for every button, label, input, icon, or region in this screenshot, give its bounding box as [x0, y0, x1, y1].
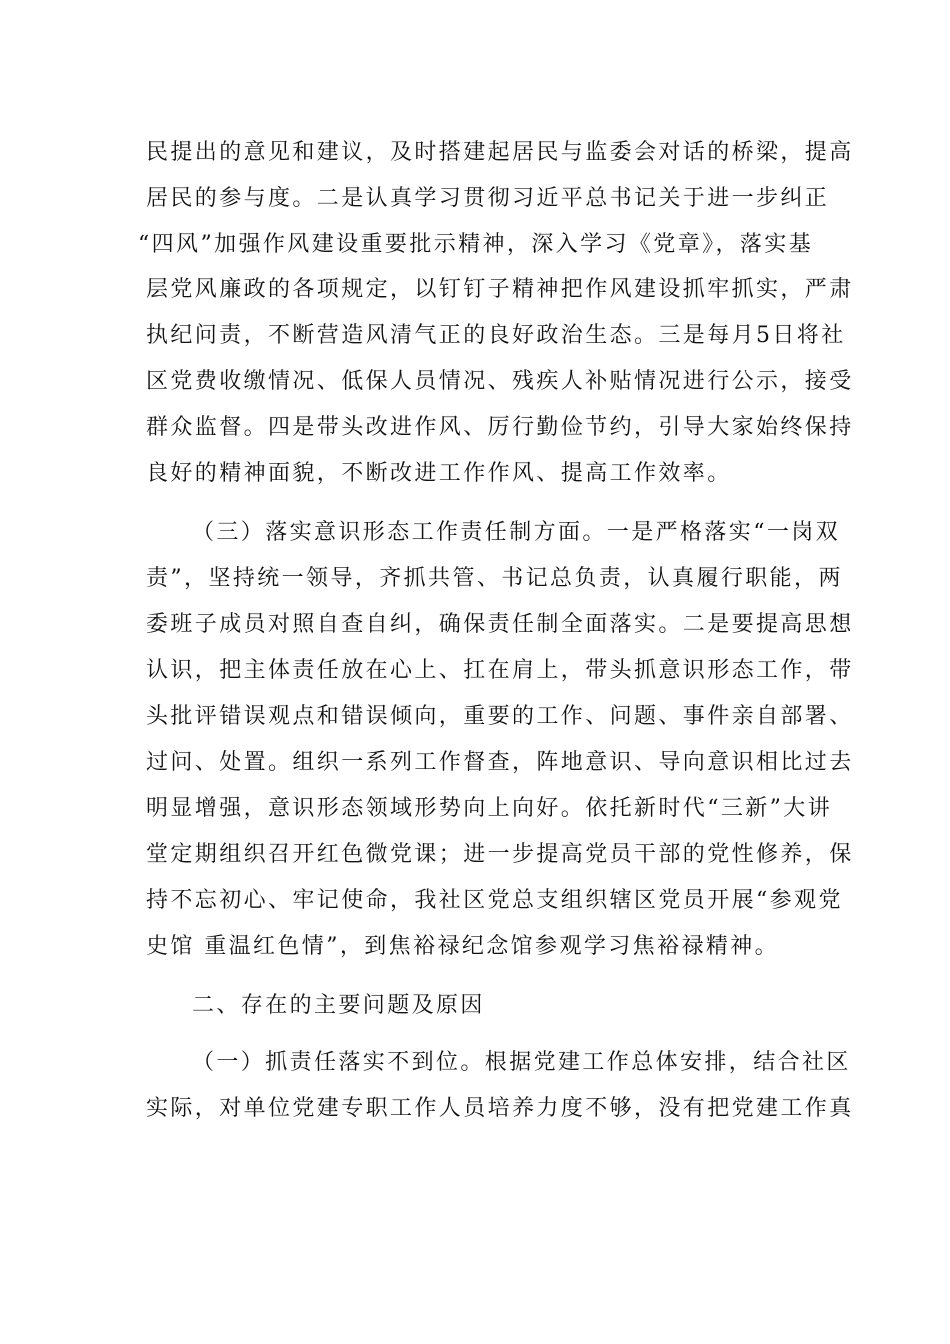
paragraph-line: 群众监督。四是带头改进作风、厉行勤俭节约，引导大家始终保持: [146, 415, 854, 440]
paragraph-line: 认识，把主体责任放在心上、扛在肩上，带头抓意识形态工作，带: [146, 658, 854, 683]
paragraph-line: 过问、处置。组织一系列工作督查，阵地意识、导向意识相比过去: [146, 750, 854, 775]
section-heading: 二、存在的主要问题及原因: [192, 993, 485, 1018]
paragraph-line: 责”，坚持统一领导，齐抓共管、书记总负责，认真履行职能，两: [146, 566, 843, 591]
paragraph-line: 区党费收缴情况、低保人员情况、残疾人补贴情况进行公示，接受: [146, 369, 854, 394]
subsection-heading: （一）抓责任落实不到位。根据党建工作总体安排，结合社区: [192, 1050, 851, 1075]
paragraph-line: 层党风廉政的各项规定，以钉钉子精神把作风建设抓牢抓实，严肃: [146, 277, 854, 302]
paragraph-line: 明显增强，意识形态领域形势向上向好。依托新时代“三新”大讲: [146, 796, 833, 821]
paragraph-line: 民提出的意见和建议，及时搭建起居民与监委会对话的桥梁，提高: [146, 140, 854, 165]
paragraph-line: 实际，对单位党建专职工作人员培养力度不够，没有把党建工作真: [146, 1096, 854, 1121]
paragraph-line: 委班子成员对照自查自纠，确保责任制全面落实。二是要提高思想: [146, 612, 854, 637]
paragraph-line: 史馆 重温红色情”，到焦裕禄纪念馆参观学习焦裕禄精神。: [146, 934, 780, 959]
section-heading: （三）落实意识形态工作责任制方面。一是严格落实“一岗双: [192, 520, 841, 545]
paragraph-line: 堂定期组织召开红色微党课；进一步提高党员干部的党性修养，保: [146, 842, 854, 867]
paragraph-line: “四风”加强作风建设重要批示精神，深入学习《党章》，落实基: [138, 232, 814, 257]
paragraph-line: 持不忘初心、牢记使命，我社区党总支组织辖区党员开展“参观党: [146, 888, 843, 913]
paragraph-line: 头批评错误观点和错误倾向，重要的工作、问题、事件亲自部署、: [146, 704, 854, 729]
paragraph-line: 良好的精神面貌，不断改进工作作风、提高工作效率。: [146, 461, 732, 486]
paragraph-line: 执纪问责，不断营造风清气正的良好政治生态。三是每月5日将社: [146, 323, 846, 348]
paragraph-line: 居民的参与度。二是认真学习贯彻习近平总书记关于进一步纠正: [146, 186, 830, 211]
